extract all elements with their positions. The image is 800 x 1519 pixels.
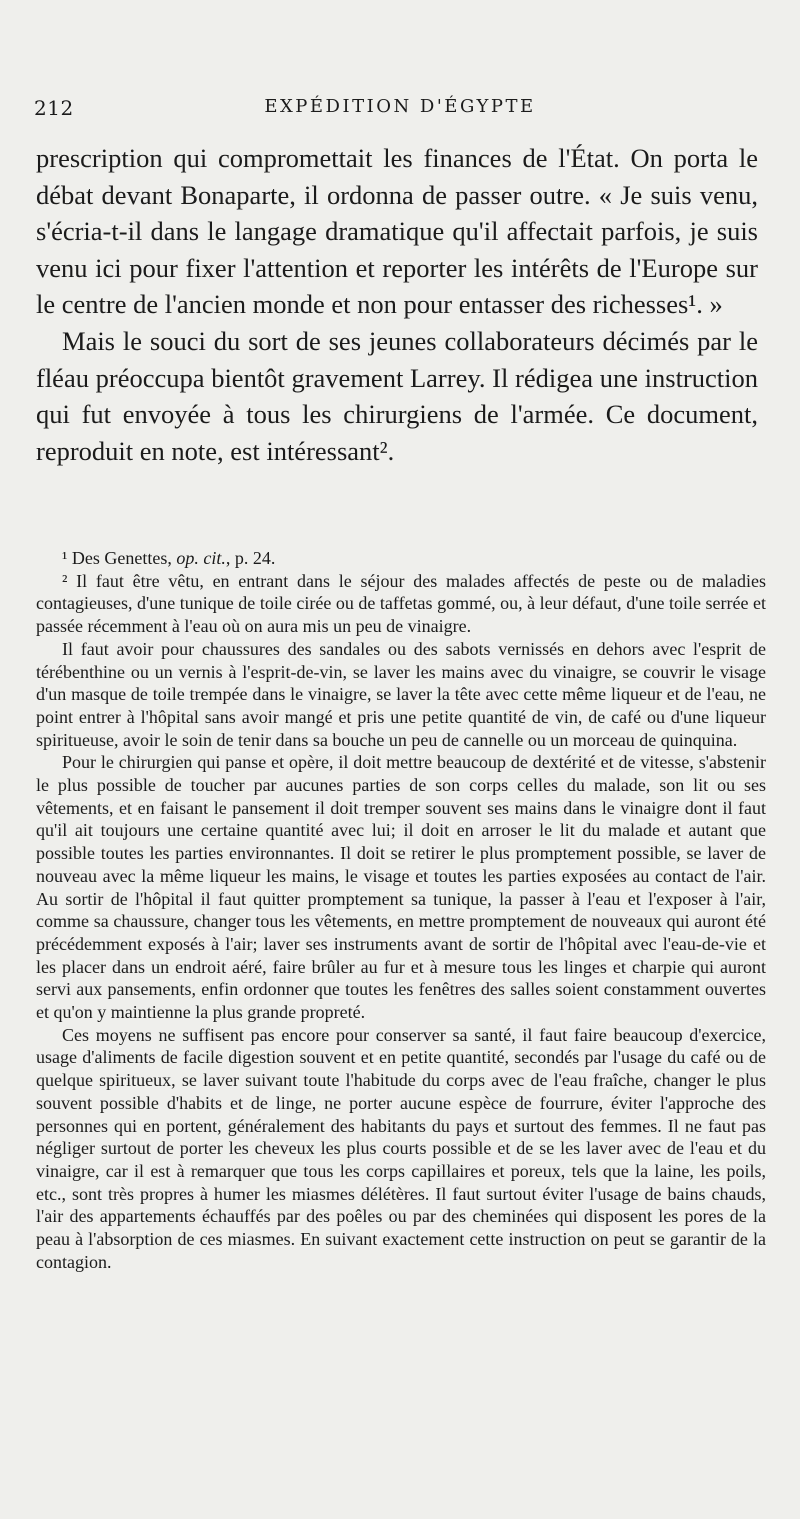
main-paragraph-2: Mais le souci du sort de ses jeunes collaborateurs décimés par le fléau préoccupa bientôt gravement Larrey. Il rédigea une instruction qui fut envoyée à tous les chirurgiens de l'armée. Ce document, reproduit en note, est intéressant². (36, 325, 758, 466)
page-header (30, 96, 770, 124)
page-number: 212 (34, 96, 74, 120)
main-paragraph-1: prescription qui compromettait les finances de l'État. On porta le débat devant Bonaparte, il ordonna de passer outre. « Je suis venu, s'écria-t-il dans le langage dramatique qu'il affectait parfois, je suis venu ici pour fixer l'attention et reporter les intérêts de l'Europe sur le centre de l'ancien monde et non pour entasser des richesses¹. » (36, 143, 758, 320)
footnote-2-paragraph: Ces moyens ne suffisent pas encore pour conserver sa santé, il faut faire beaucoup d'exercice, usage d'aliments de facile digestion souvent et en petite quantité, secondés par l'usage du café ou de quelque spiritueux, se laver suivant toute l'habitude du corps avec de l'eau fraîche, changer le plus souvent possible d'habits et de linge, ne porter aucune espèce de fourrure, éviter l'approche des personnes qui en portent, généralement des habitants du pays et surtout des femmes. Il ne faut pas négliger surtout de porter les cheveux les plus courts possible et de se les laver avec de l'eau et du vinaigre, car il est à remarquer que tous les corps capillaires et poreux, tels que la laine, les poils, etc., sont très propres à humer les miasmes délétères. Il faut surtout éviter l'usage de bains chauds, l'air des appartements échauffés par des poêles ou par des cheminées qui disposent les pores de la peau à l'absorption de ces miasmes. En suivant exactement cette instruction on peut se garantir de la contagion. (36, 1024, 766, 1272)
footnote-2-paragraph: Pour le chirurgien qui panse et opère, il doit mettre beaucoup de dextérité et de vitesse, s'abstenir le plus possible de toucher par aucunes parties de son corps celles du malade, son lit ou ses vêtements, et en faisant le pansement il doit tremper souvent ses mains dans le vinaigre dont il faut qu'il ait toujours une certaine quantité avec lui; il doit en arroser le lit du malade et autant que possible toutes les parties environnantes. Il doit se retirer le plus promptement possible, se laver de nouveau avec la même liqueur les mains, le visage et toutes les parties exposées au contact de l'air. Au sortir de l'hôpital il faut quitter promptement sa tunique, la passer à l'eau et l'exposer à l'air, comme sa chaussure, changer tous les vêtements, en mettre promptement de nouveaux qui auront été précédemment exposés à l'air; laver ses instruments avant de sortir de l'hôpital avec l'eau-de-vie et les placer dans un endroit aéré, faire brûler au fur et à mesure tous les linges et charpie qui auront servi aux pansements, enfin ordonner que toutes les fenêtres des salles soient constamment ouvertes et qu'on y maintienne la plus grande propreté. (36, 752, 766, 1023)
footnote-1 (36, 547, 766, 570)
footnote-2-paragraph: Il faut avoir pour chaussures des sandales ou des sabots vernissés en dehors avec l'esprit de térébenthine ou un vernis à l'esprit-de-vin, se laver les mains avec du vinaigre, se couvrir le visage d'un masque de toile trempée dans le vinaigre, se laver la tête avec cette même liqueur et de l'eau, ne point entrer à l'hôpital sans avoir mangé et pris une petite quantité de vin, de café ou d'une liqueur spiritueuse, avoir le soin de tenir dans sa bouche un peu de cannelle ou un morceau de quinquina. (36, 638, 766, 750)
main-text (36, 140, 758, 469)
footnote-1-marker: ¹ (62, 548, 68, 568)
footnote-1-suffix: , p. 24. (225, 548, 276, 568)
footnotes (36, 547, 766, 1274)
footnote-2-paragraph: ² Il faut être vêtu, en entrant dans le séjour des malades affectés de peste ou de maladies contagieuses, d'une tunique de toile cirée ou de taffetas gommé, ou, à leur défaut, d'une toile serrée et passée récemment à l'eau où on aura mis un peu de vinaigre. (36, 570, 766, 637)
running-title: EXPÉDITION D'ÉGYPTE (264, 96, 536, 117)
footnote-1-italic: op. cit. (176, 548, 226, 568)
footnote-1-text: Des Genettes, (71, 548, 177, 568)
